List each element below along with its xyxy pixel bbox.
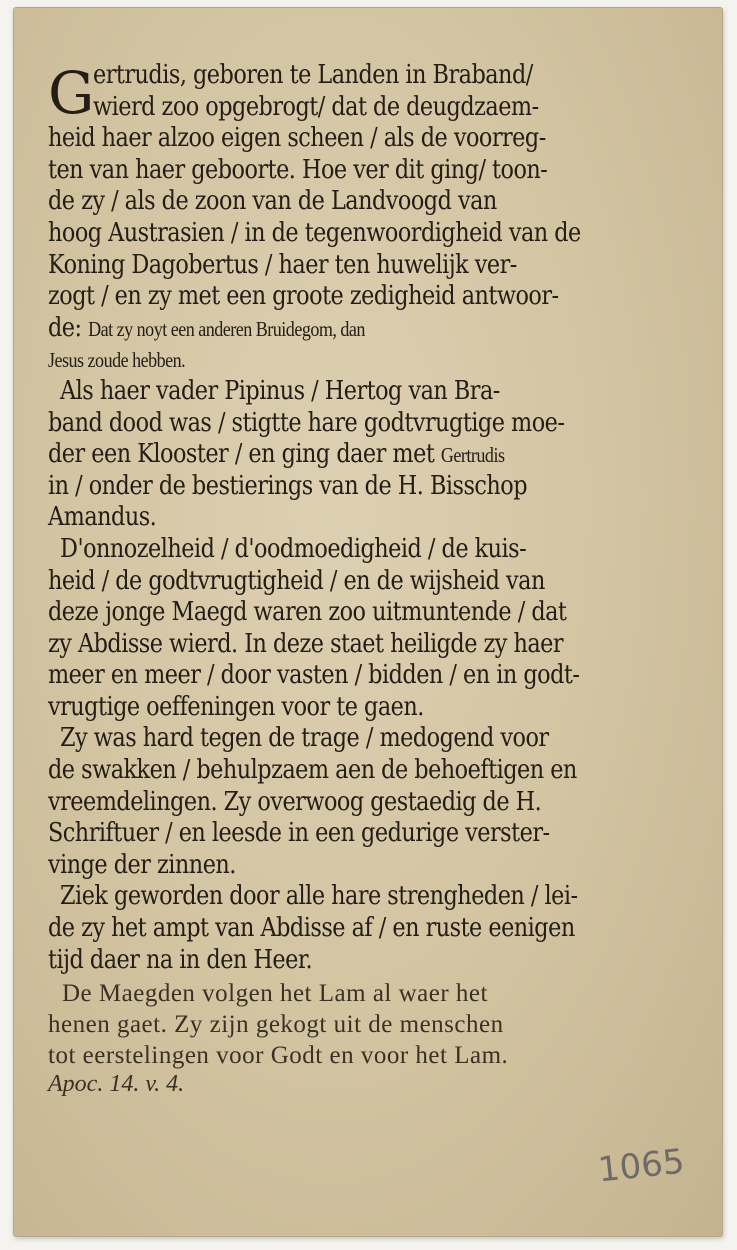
text-line <box>48 344 688 376</box>
text-line: tijd daer na in den Heer. <box>48 944 313 975</box>
roman-text: Gertrudis <box>440 443 505 468</box>
text-line: wierd zoo opgebrogt/ dat de deugdzaem- <box>93 91 539 122</box>
text-line: zy Abdisse wierd. In deze staet heiligde zy haer <box>48 628 564 659</box>
text-line <box>48 439 688 471</box>
text-line: heid / de godtvrugtigheid / en de wijsheid van <box>48 565 545 596</box>
text-line: vreemdelingen. Zy overwoog gestaedig de H. <box>48 786 542 817</box>
roman-text: Jesus zoude hebben. <box>48 348 186 373</box>
text-line: D'onnozelheid / d'oodmoedigheid / de kuis- <box>60 533 527 564</box>
text-line: hoog Austrasien / in de tegenwoordigheid van de <box>48 217 581 248</box>
page-text <box>48 60 688 1098</box>
text-line: de zy het ampt van Abdisse af / en ruste eenigen <box>48 913 575 944</box>
text-line: Schriftuer / en leesde in een gedurige verster- <box>48 818 550 849</box>
paragraph-2 <box>48 376 688 534</box>
text-line: vrugtige oeffeningen voor te gaen. <box>48 691 424 722</box>
drop-cap: G <box>48 59 95 127</box>
text-line <box>48 313 688 345</box>
text-line: Koning Dagobertus / haer ten huwelijk ver- <box>48 249 517 280</box>
text-fragment: der een Klooster / en ging daer met <box>48 439 441 470</box>
quote-line: henen gaet. Zy zijn gekogt uit de menschen <box>48 1011 504 1039</box>
printed-page <box>14 8 722 1236</box>
text-line: ten van haer geboorte. Hoe ver dit ging/ toon- <box>48 154 548 185</box>
paragraph-3 <box>48 534 688 724</box>
roman-text: Dat zy noyt een anderen Bruidegom, dan <box>88 316 365 341</box>
paragraph-5 <box>48 881 688 976</box>
text-line: heid haer alzoo eigen scheen / als de voorreg- <box>48 123 546 154</box>
text-line: meer en meer / door vasten / bidden / en in godt- <box>48 660 580 691</box>
paragraph-4 <box>48 723 688 881</box>
text-line: Ziek geworden door alle hare strengheden / lei- <box>60 881 578 912</box>
text-line: vinge der zinnen. <box>48 849 236 880</box>
quote-line: De Maegden volgen het Lam al waer het <box>62 980 488 1008</box>
handwritten-number: 1065 <box>596 1141 687 1191</box>
text-line: zogt / en zy met een groote zedigheid antwoor- <box>48 281 559 312</box>
scripture-quote <box>48 978 688 1098</box>
text-line: de zy / als de zoon van de Landvoogd van <box>48 186 497 217</box>
text-fragment: de: <box>48 312 89 343</box>
text-line: ertrudis, geboren te Landen in Braband/ <box>93 60 533 90</box>
paragraph-1 <box>48 59 688 127</box>
quote-line: tot eerstelingen voor Godt en voor het Lam. <box>48 1042 509 1070</box>
scripture-reference: Apoc. 14. v. 4. <box>48 1071 185 1098</box>
text-line: Amandus. <box>48 502 157 533</box>
text-line: Zy was hard tegen de trage / medogend voor <box>60 723 549 754</box>
text-line: de swakken / behulpzaem aen de behoeftigen en <box>48 755 577 786</box>
text-line: deze jonge Maegd waren zoo uitmuntende / dat <box>48 597 567 628</box>
text-line: band dood was / stigtte hare godtvrugtige moe- <box>48 407 565 438</box>
text-line: Als haer vader Pipinus / Hertog van Bra- <box>60 375 500 406</box>
text-line: in / onder de bestierings van de H. Bisschop <box>48 470 528 501</box>
